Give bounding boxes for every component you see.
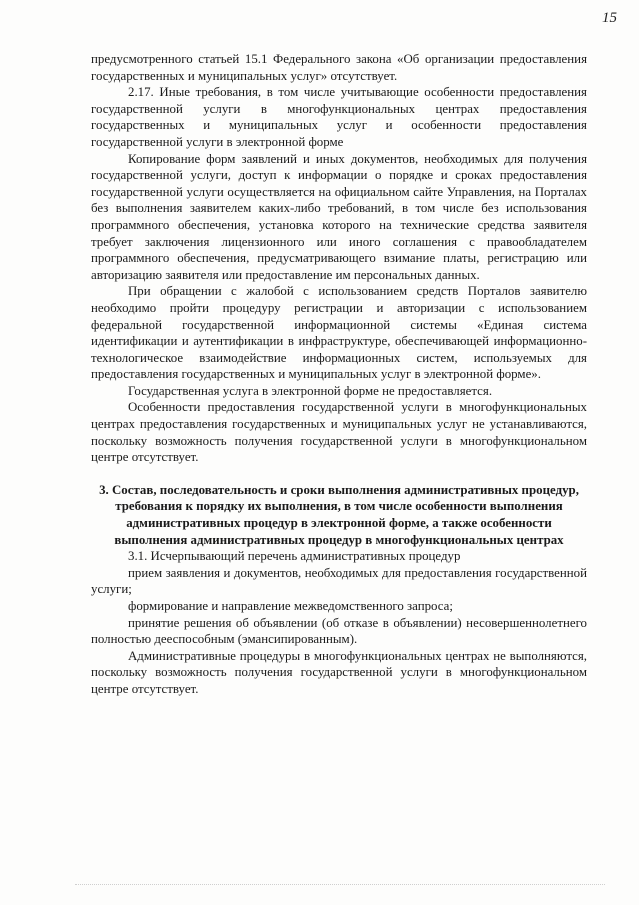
list-item-reception: прием заявления и документов, необходимых для предоставления государственной услуги; xyxy=(91,565,587,597)
paragraph-mfc-procedures: Административные процедуры в многофункциональных центрах не выполняются, поскольку возможность получения государственной услуги в многофункциональном центре отсутствует. xyxy=(91,648,587,696)
paragraph-electronic-form: Государственная услуга в электронной форме не предоставляется. xyxy=(128,383,493,398)
section-heading: 3. Состав, последовательность и сроки выполнения административных процедур, требования к порядку их выполнения, в том числе особенности выполнения административных процедур в электронной форме, а также особенности выполнения административных процедур в многофункциональных центрах xyxy=(99,482,579,547)
scan-artifact-line xyxy=(75,884,605,885)
paragraph-complaint-portals: При обращении с жалобой с использованием средств Порталов заявителю необходимо пройти процедуру регистрации и авторизации с использованием федеральной государственной информационной системы «Единая система идентификации и аутентификации в инфраструктуре, обеспечивающей информационно-технологическое взаимодействие информационных систем, используемых для предоставления государственных и муниципальных услуг в электронной форме». xyxy=(91,284,587,382)
list-item-interagency-request: формирование и направление межведомственного запроса; xyxy=(128,599,453,613)
paragraph-3-1: 3.1. Исчерпывающий перечень административных процедур xyxy=(128,549,461,564)
paragraph-2-17: 2.17. Иные требования, в том числе учитывающие особенности предоставления государственной услуги в многофункциональных центрах предоставления государственных и муниципальных услуг и особенности предоставления государственной услуги в электронной форме xyxy=(91,85,587,149)
list-item-decision: принятие решения об объявлении (об отказе в объявлении) несовершеннолетнего полностью дееспособным (эмансипированным). xyxy=(91,615,587,647)
section-gap xyxy=(91,466,587,482)
paragraph-copying-forms: Копирование форм заявлений и иных документов, необходимых для получения государственной услуги, доступ к информации о порядке и сроках предоставления государственной услуги осуществляется на официальном сайте Управления, на Порталах без выполнения заявителем каких-либо требований, в том числе без использования программного обеспечения, установка которого на технические средства заявителя требует заключения лицензионного или иного соглашения с правообладателем программного обеспечения, предусматривающего взимание платы, регистрацию или авторизацию заявителя или предоставление им персональных данных. xyxy=(91,151,587,282)
paragraph-continuation: предусмотренного статьей 15.1 Федерального закона «Об организации предоставления государственных и муниципальных услуг» отсутствует. xyxy=(91,52,587,83)
paragraph-mfc-features: Особенности предоставления государственной услуги в многофункциональных центрах предоставления государственных и муниципальных услуг не устанавливаются, поскольку возможность получения государственной услуги в многофункциональном центре отсутствует. xyxy=(91,400,587,465)
document-body xyxy=(91,51,587,698)
page-number: 15 xyxy=(602,10,617,26)
